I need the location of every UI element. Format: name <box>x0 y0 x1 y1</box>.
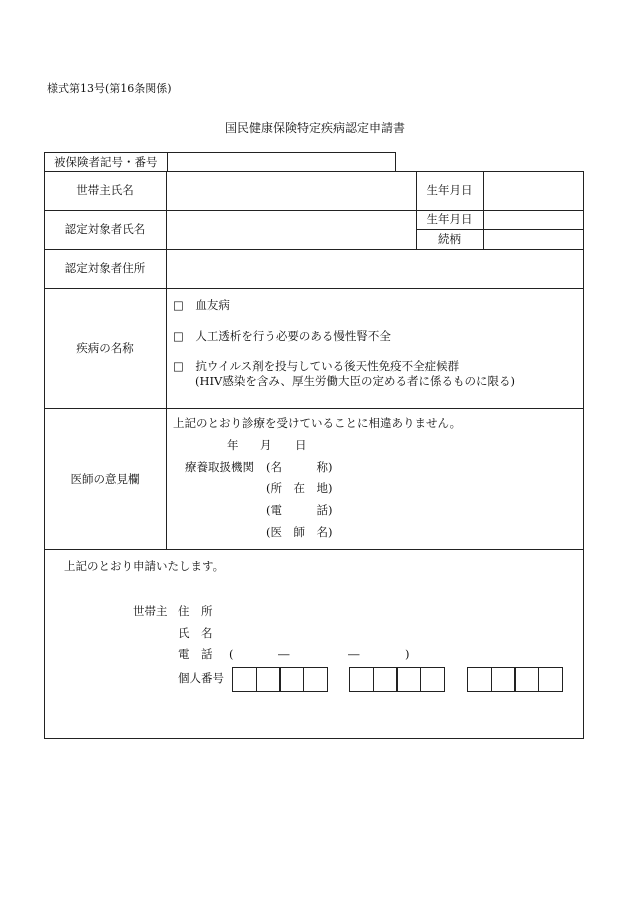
disease-option-aids[interactable]: □ 抗ウイルス剤を投与している後天性免疫不全症候群 <box>173 359 460 373</box>
disease-option-hemophilia[interactable]: □ 血友病 <box>173 298 230 312</box>
disease-option-renal-failure[interactable]: □ 人工透析を行う必要のある慢性腎不全 <box>173 329 391 343</box>
insured-number-field[interactable] <box>168 153 394 170</box>
institution-name-label: (名 称) <box>266 460 333 474</box>
target-name-label: 認定対象者氏名 <box>64 222 146 236</box>
head-name-field[interactable] <box>167 172 415 209</box>
personal-number-label: 個人番号 <box>178 671 224 685</box>
relation-label: 続柄 <box>438 232 461 246</box>
personal-number-digit[interactable] <box>467 667 492 692</box>
application-statement: 上記のとおり申請いたします。 <box>64 559 225 573</box>
phone-dash-2: ― <box>348 647 360 661</box>
personal-number-digit[interactable] <box>232 667 257 692</box>
doctor-month: 月 <box>260 438 272 452</box>
disease-name-label: 疾病の名称 <box>76 341 134 355</box>
personal-number-digit[interactable] <box>491 667 516 692</box>
institution-phone-label: (電 話) <box>266 503 333 517</box>
doctor-day: 日 <box>295 438 307 452</box>
doctor-year: 年 <box>227 438 239 452</box>
phone-close-paren: ) <box>405 647 410 661</box>
applicant-address-label: 住 所 <box>178 604 213 618</box>
personal-number-digit[interactable] <box>349 667 374 692</box>
personal-number-digit[interactable] <box>420 667 445 692</box>
personal-number-digit[interactable] <box>256 667 281 692</box>
target-address-label: 認定対象者住所 <box>64 261 146 275</box>
insured-number-label: 被保険者記号・番号 <box>54 155 158 169</box>
target-birthdate-field[interactable] <box>484 211 582 228</box>
personal-number-digit[interactable] <box>538 667 563 692</box>
phone-dash-1: ― <box>278 647 290 661</box>
applicant-phone-label: 電 話 <box>178 647 213 661</box>
doctor-opinion-label: 医師の意見欄 <box>70 472 140 486</box>
personal-number-group-2[interactable] <box>349 667 443 692</box>
head-birthdate-field[interactable] <box>484 172 582 209</box>
applicant-name-label: 氏 名 <box>178 626 213 640</box>
target-birthdate-label: 生年月日 <box>426 212 473 226</box>
personal-number-digit[interactable] <box>303 667 328 692</box>
head-birthdate-label: 生年月日 <box>426 183 473 197</box>
doctor-statement: 上記のとおり診療を受けていることに相違ありません。 <box>173 416 462 430</box>
institution-address-label: (所 在 地) <box>266 481 333 495</box>
personal-number-digit[interactable] <box>396 667 421 692</box>
personal-number-digit[interactable] <box>373 667 398 692</box>
head-name-label: 世帯主氏名 <box>76 183 134 197</box>
phone-open-paren: ( <box>229 647 234 661</box>
doctor-name-label: (医 師 名) <box>266 525 333 539</box>
disease-note: (HIV感染を含み、厚生労働大臣の定める者に係るものに限る) <box>195 374 516 388</box>
relation-field[interactable] <box>484 230 582 248</box>
target-name-field[interactable] <box>167 211 415 248</box>
institution-label: 療養取扱機関 <box>185 460 254 474</box>
form-number: 様式第13号(第16条関係) <box>47 82 172 95</box>
target-address-field[interactable] <box>167 250 582 287</box>
form-title: 国民健康保険特定疾病認定申請書 <box>224 121 405 135</box>
personal-number-digit[interactable] <box>279 667 304 692</box>
personal-number-group-1[interactable] <box>232 667 326 692</box>
personal-number-digit[interactable] <box>514 667 539 692</box>
personal-number-group-3[interactable] <box>467 667 561 692</box>
household-head-label: 世帯主 <box>133 604 168 618</box>
